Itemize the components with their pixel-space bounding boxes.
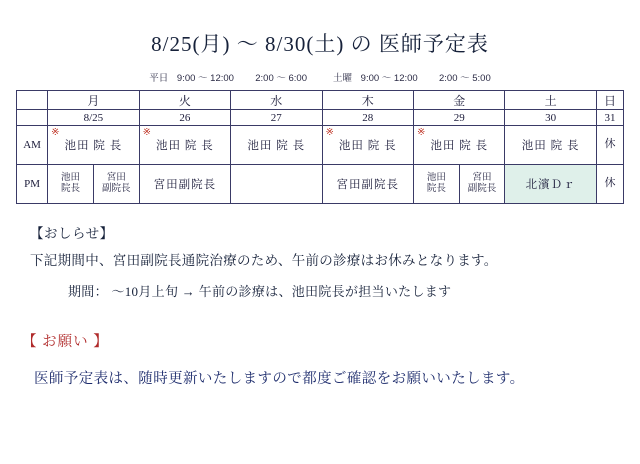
pm-cell-sat: [505, 165, 596, 204]
date-fri: 29: [413, 110, 504, 126]
weekday-hours: [149, 70, 307, 84]
pm-doctor-tue: 宮田副院長: [153, 179, 217, 191]
date-sun: 31: [596, 110, 623, 126]
date-tue: 26: [139, 110, 230, 126]
saturday-hours: [333, 70, 491, 84]
am-cell-tue: [139, 126, 230, 165]
asterisk-icon: ※: [416, 127, 426, 138]
weekday-hours-label: 平日: [149, 73, 169, 84]
request-heading: 【 お願い 】: [22, 334, 109, 350]
pm-cell-mon: [48, 165, 139, 204]
asterisk-icon: ※: [142, 127, 152, 138]
pm-doctor-fri-right: 宮田 副院長: [459, 165, 505, 203]
notice-section: [30, 222, 640, 300]
doctor-schedule-table: [16, 90, 624, 204]
table-row-days: [17, 91, 624, 110]
am-cell-fri: [413, 126, 504, 165]
weekday-afternoon-hours: 2:00 ～ 6:00: [255, 73, 307, 84]
corner-cell-2: [17, 110, 48, 126]
document-page: [0, 28, 640, 464]
schedule-table-wrap: [16, 90, 624, 204]
notice-line-2: 期間： ～10月上旬 → 午前の診療は、池田院長が担当いたします: [68, 284, 452, 299]
table-row-dates: [17, 110, 624, 126]
day-header-mon: 月: [48, 91, 139, 110]
day-header-fri: 金: [413, 91, 504, 110]
pm-cell-fri: [413, 165, 504, 204]
asterisk-icon: ※: [51, 127, 60, 138]
weekday-morning-hours: 9:00 ～ 12:00: [176, 73, 234, 84]
row-label-pm: PM: [17, 165, 48, 204]
am-doctor-mon: 池田 院 長: [64, 140, 123, 152]
clinic-hours: [0, 70, 640, 84]
date-mon: 8/25: [48, 110, 139, 126]
pm-doctor-fri-left: 池田 院長: [426, 173, 446, 194]
table-row-pm: [17, 165, 624, 204]
am-doctor-fri: 池田 院 長: [430, 140, 489, 152]
date-sat: 30: [505, 110, 596, 126]
date-wed: 27: [231, 110, 322, 126]
am-cell-sun: 休: [596, 126, 623, 165]
day-header-wed: 水: [231, 91, 322, 110]
corner-cell: [17, 91, 48, 110]
pm-cell-wed: [231, 165, 322, 204]
date-thu: 28: [322, 110, 413, 126]
am-doctor-wed: 池田 院 長: [247, 140, 306, 152]
pm-doctor-mon-left: 池田 院長: [61, 173, 81, 194]
pm-cell-tue: [139, 165, 230, 204]
am-cell-sat: [505, 126, 596, 165]
page-title: 8/25(月) ～ 8/30(土) の 医師予定表: [151, 32, 489, 56]
am-cell-mon: [48, 126, 139, 165]
am-cell-thu: [322, 126, 413, 165]
pm-doctor-mon-right: 宮田 副院長: [93, 165, 139, 203]
day-header-tue: 火: [139, 91, 230, 110]
asterisk-icon: ※: [325, 127, 334, 138]
pm-cell-thu: [322, 165, 413, 204]
row-label-am: AM: [17, 126, 48, 165]
day-header-thu: 木: [322, 91, 413, 110]
notice-heading: 【おしらせ】: [30, 226, 114, 241]
notice-line-1: 下記期間中、宮田副院長通院治療のため、午前の診療はお休みとなります。: [30, 253, 498, 268]
pm-doctor-thu: 宮田副院長: [336, 179, 399, 191]
am-doctor-thu: 池田 院 長: [338, 140, 397, 152]
saturday-morning-hours: 9:00 ～ 12:00: [360, 73, 418, 84]
request-body: 医師予定表は、随時更新いたしますので都度ご確認をお願いいたします。: [34, 371, 525, 387]
pm-cell-sun: 休: [596, 165, 623, 204]
day-header-sun: 日: [596, 91, 623, 110]
day-header-sat: 土: [505, 91, 596, 110]
am-cell-wed: [231, 126, 322, 165]
table-row-am: [17, 126, 624, 165]
pm-doctor-sat: 北濱Ｄｒ: [525, 179, 576, 191]
am-doctor-tue: 池田 院 長: [155, 140, 214, 152]
am-doctor-sat: 池田 院 長: [521, 140, 580, 152]
saturday-afternoon-hours: 2:00 ～ 5:00: [438, 73, 491, 84]
saturday-hours-label: 土曜: [333, 73, 353, 84]
